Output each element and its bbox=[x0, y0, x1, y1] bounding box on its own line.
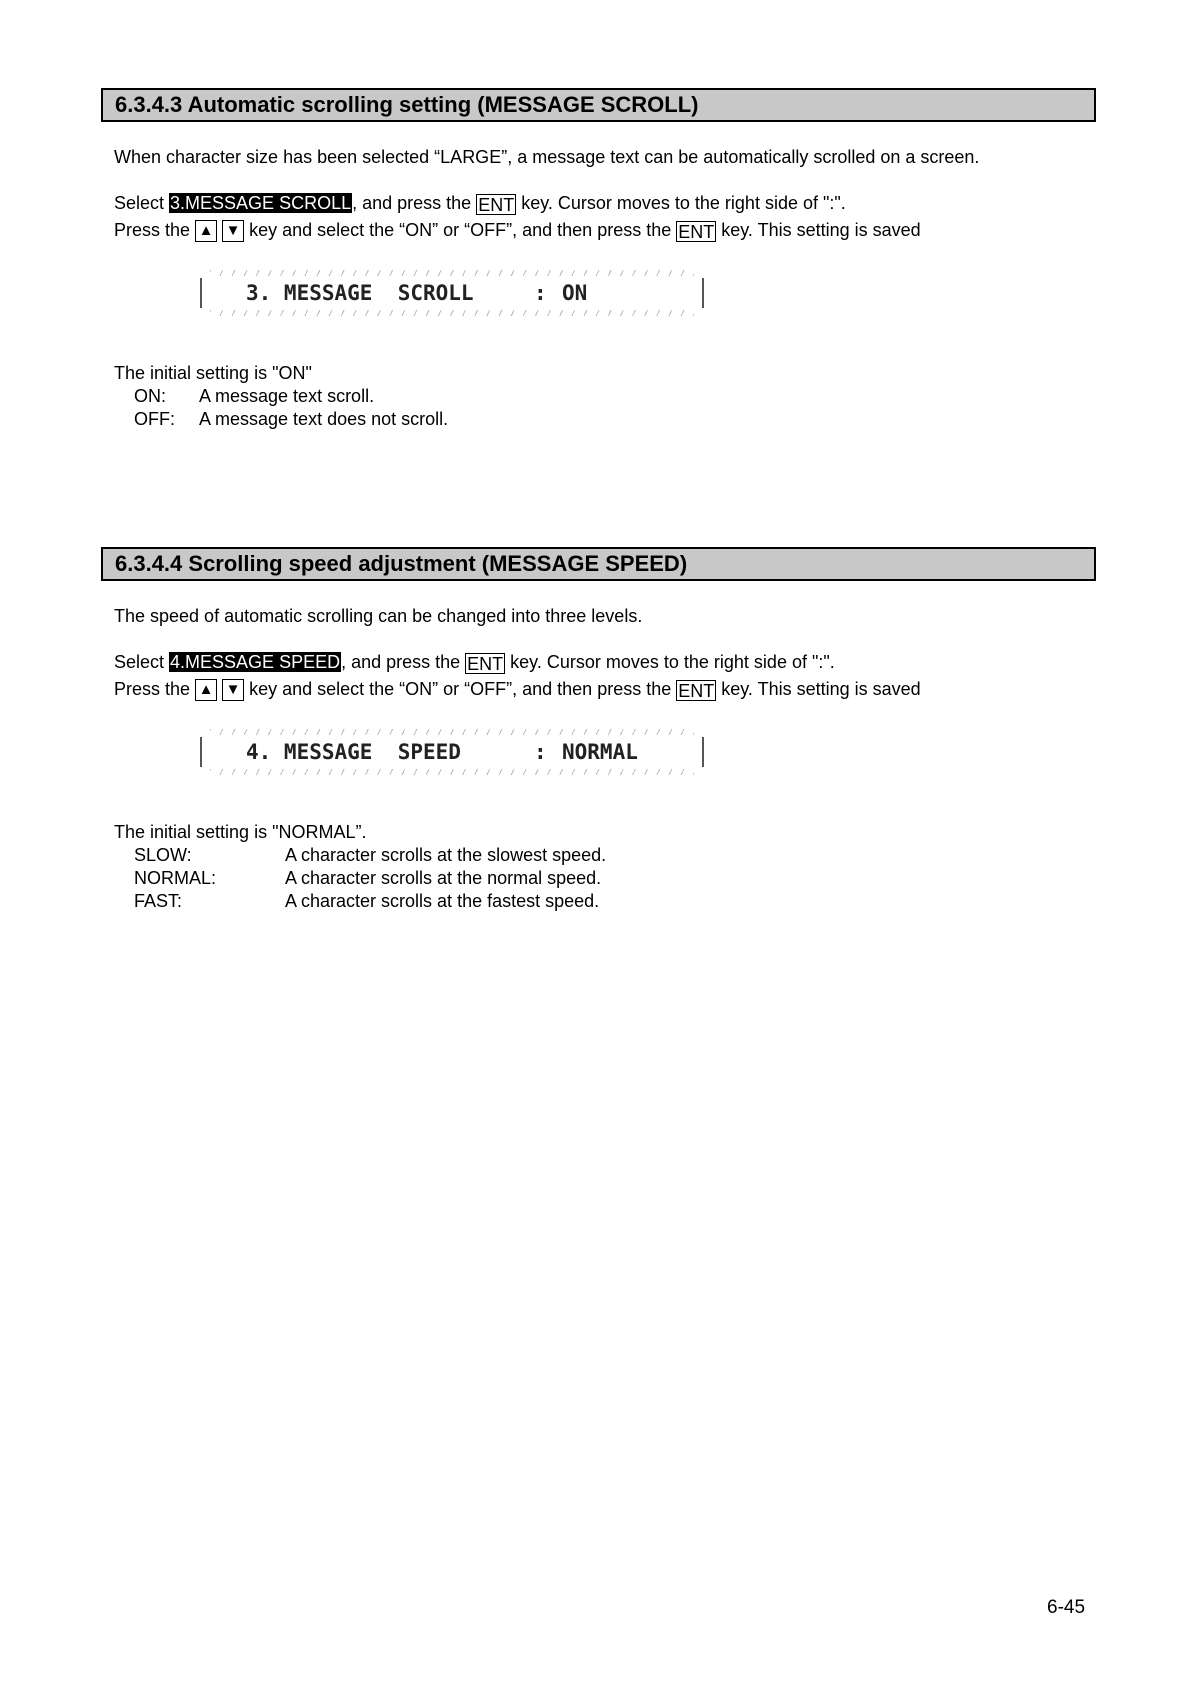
section1-instructions bbox=[114, 190, 921, 244]
ent-key: ENT bbox=[678, 221, 715, 242]
text: key. This setting is saved bbox=[716, 679, 921, 699]
ent-key: ENT bbox=[467, 653, 504, 674]
option-term: ON: bbox=[134, 386, 167, 406]
option-desc: A character scrolls at the fastest speed. bbox=[285, 891, 600, 911]
lcd-display-message-scroll bbox=[200, 270, 704, 316]
ent-key: ENT bbox=[678, 680, 715, 701]
text: The initial setting is "NORMAL”. bbox=[114, 822, 367, 842]
select-instruction bbox=[114, 190, 921, 217]
lcd-label: 4. MESSAGE SPEED bbox=[246, 740, 461, 764]
option-desc: A character scrolls at the normal speed. bbox=[285, 868, 602, 888]
option-term: NORMAL: bbox=[134, 868, 217, 888]
text: key and select the “ON” or “OFF”, and then press the bbox=[244, 679, 677, 699]
text: key and select the “ON” or “OFF”, and then press the bbox=[244, 220, 677, 240]
text: The initial setting is "ON" bbox=[114, 363, 312, 383]
lcd-dot-pattern bbox=[210, 769, 694, 775]
page-number: 6-45 bbox=[1047, 1597, 1086, 1618]
lcd-value: NORMAL bbox=[562, 740, 638, 764]
text: key. Cursor moves to the right side of ":". bbox=[516, 193, 846, 213]
press-instruction bbox=[114, 217, 921, 244]
intro-text: When character size has been selected “LARGE”, a message text can be automatically scrolled on a screen. bbox=[114, 147, 980, 167]
lcd-left-edge bbox=[200, 278, 202, 308]
lcd-label: 3. MESSAGE SCROLL bbox=[246, 281, 474, 305]
option-desc: A character scrolls at the slowest speed. bbox=[285, 845, 607, 865]
option-desc: A message text scroll. bbox=[199, 386, 375, 406]
lcd-value: ON bbox=[562, 281, 588, 305]
section-heading-message-scroll: 6.3.4.3 Automatic scrolling setting (MESSAGE SCROLL) bbox=[101, 88, 1096, 122]
lcd-colon: : bbox=[534, 281, 547, 305]
ent-key: ENT bbox=[478, 194, 515, 215]
section2-intro bbox=[114, 603, 642, 630]
lcd-right-edge bbox=[702, 737, 704, 767]
down-arrow-key-icon: ▼ bbox=[222, 679, 244, 701]
lcd-right-edge bbox=[702, 278, 704, 308]
up-arrow-key-icon: ▲ bbox=[195, 220, 217, 242]
section1-intro bbox=[114, 144, 979, 171]
text: , and press the bbox=[352, 193, 477, 213]
section-heading-message-speed: 6.3.4.4 Scrolling speed adjustment (MESSAGE SPEED) bbox=[101, 547, 1096, 581]
text: Press the bbox=[114, 220, 196, 240]
option-term: FAST: bbox=[134, 891, 183, 911]
text: Select bbox=[114, 652, 170, 672]
menu-item-highlight: 4.MESSAGE SPEED bbox=[170, 652, 341, 672]
section2-options bbox=[114, 821, 607, 913]
option-row bbox=[114, 890, 600, 913]
menu-item-highlight: 3.MESSAGE SCROLL bbox=[170, 193, 352, 213]
up-arrow-key-icon: ▲ bbox=[195, 679, 217, 701]
lcd-dot-pattern bbox=[210, 310, 694, 316]
down-arrow-key-icon: ▼ bbox=[222, 220, 244, 242]
text: Press the bbox=[114, 679, 196, 699]
option-row bbox=[114, 385, 375, 408]
text: , and press the bbox=[341, 652, 466, 672]
option-row bbox=[114, 408, 449, 431]
text: key. Cursor moves to the right side of ":". bbox=[505, 652, 835, 672]
select-instruction bbox=[114, 649, 921, 676]
text: key. This setting is saved bbox=[716, 220, 921, 240]
intro-text: The speed of automatic scrolling can be changed into three levels. bbox=[114, 606, 643, 626]
press-instruction bbox=[114, 676, 921, 703]
option-row bbox=[114, 867, 602, 890]
lcd-colon: : bbox=[534, 740, 547, 764]
section1-options bbox=[114, 362, 449, 431]
initial-setting bbox=[114, 821, 366, 844]
section2-instructions bbox=[114, 649, 921, 703]
lcd-dot-pattern bbox=[210, 729, 694, 735]
lcd-dot-pattern bbox=[210, 270, 694, 276]
initial-setting bbox=[114, 362, 312, 385]
option-row bbox=[114, 844, 607, 867]
option-term: OFF: bbox=[134, 409, 175, 429]
lcd-display-message-speed bbox=[200, 729, 704, 775]
option-term: SLOW: bbox=[134, 845, 192, 865]
lcd-left-edge bbox=[200, 737, 202, 767]
text: Select bbox=[114, 193, 170, 213]
option-desc: A message text does not scroll. bbox=[199, 409, 449, 429]
